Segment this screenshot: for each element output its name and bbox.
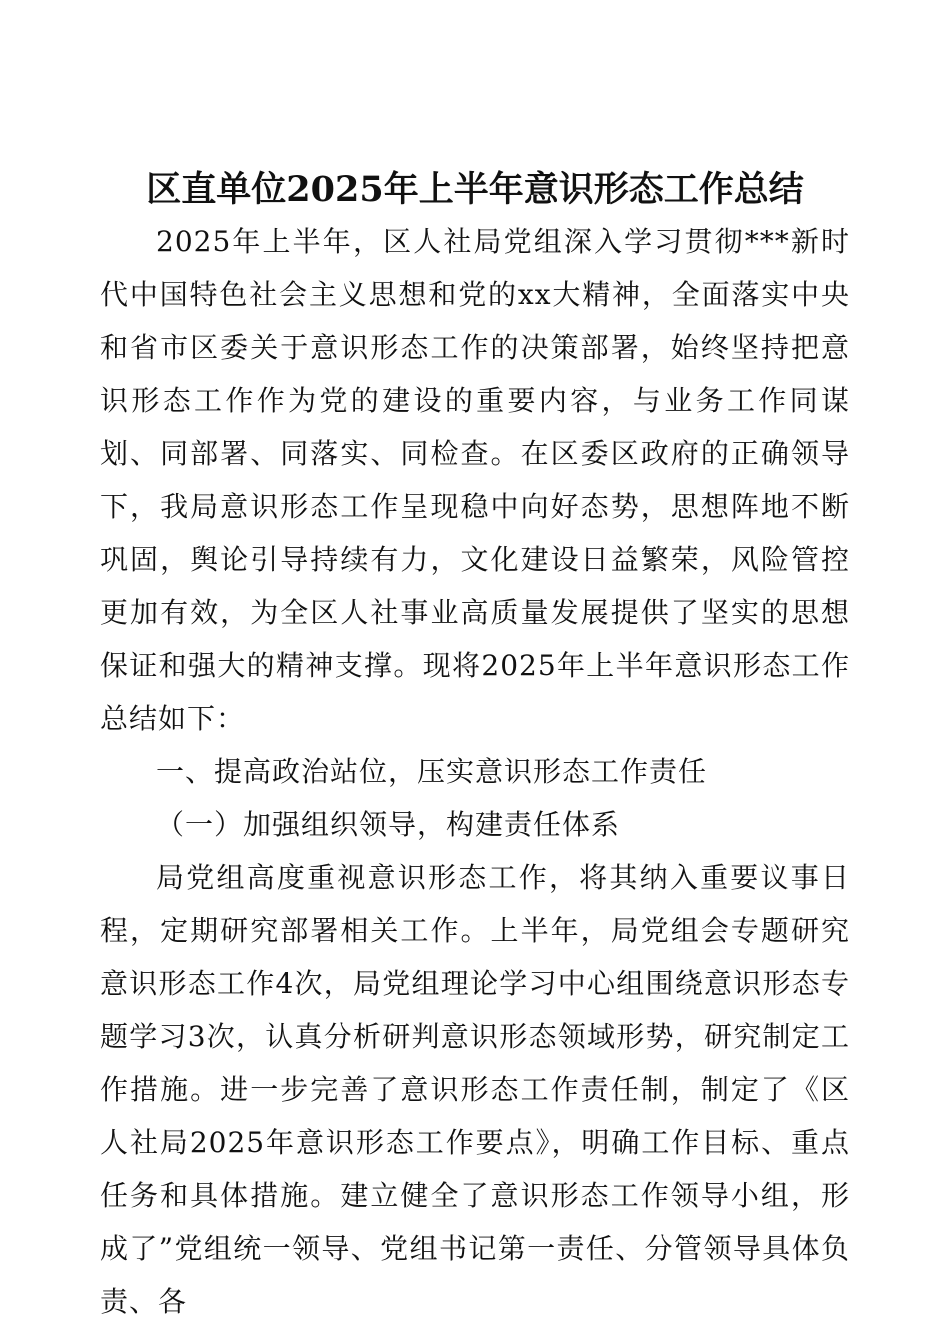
body-paragraph-1: 局党组高度重视意识形态工作，将其纳入重要议事日程，定期研究部署相关工作。上半年，局党组会专题研究意识形态工作4次，局党组理论学习中心组围绕意识形态专题学习3次，认真分析研判意识形态领域形势，研究制定工作措施。进一步完善了意识形态工作责任制，制定了《区人社局2025年意识形态工作要点》，明确工作目标、重点任务和具体措施。建立健全了意识形态工作领导小组，形成了”党组统一领导、党组书记第一责任、分管领导具体负责、各: [100, 861, 850, 1318]
document-title: 区直单位2025年上半年意识形态工作总结: [146, 169, 804, 210]
subsection-heading-1: （一）加强组织领导，构建责任体系: [156, 808, 621, 841]
section-heading-1: 一、提高政治站位，压实意识形态工作责任: [156, 755, 708, 788]
intro-paragraph: 2025年上半年，区人社局党组深入学习贯彻***新时代中国特色社会主义思想和党的xx大精神，全面落实中央和省市区委关于意识形态工作的决策部署，始终坚持把意识形态工作作为党的建设的重要内容，与业务工作同谋划、同部署、同落实、同检查。在区委区政府的正确领导下，我局意识形态工作呈现稳中向好态势，思想阵地不断巩固，舆论引导持续有力，文化建设日益繁荣，风险管控更加有效，为全区人社事业高质量发展提供了坚实的思想保证和强大的精神支撑。现将2025年上半年意识形态工作总结如下：: [100, 225, 850, 735]
document-body: [100, 215, 850, 1328]
